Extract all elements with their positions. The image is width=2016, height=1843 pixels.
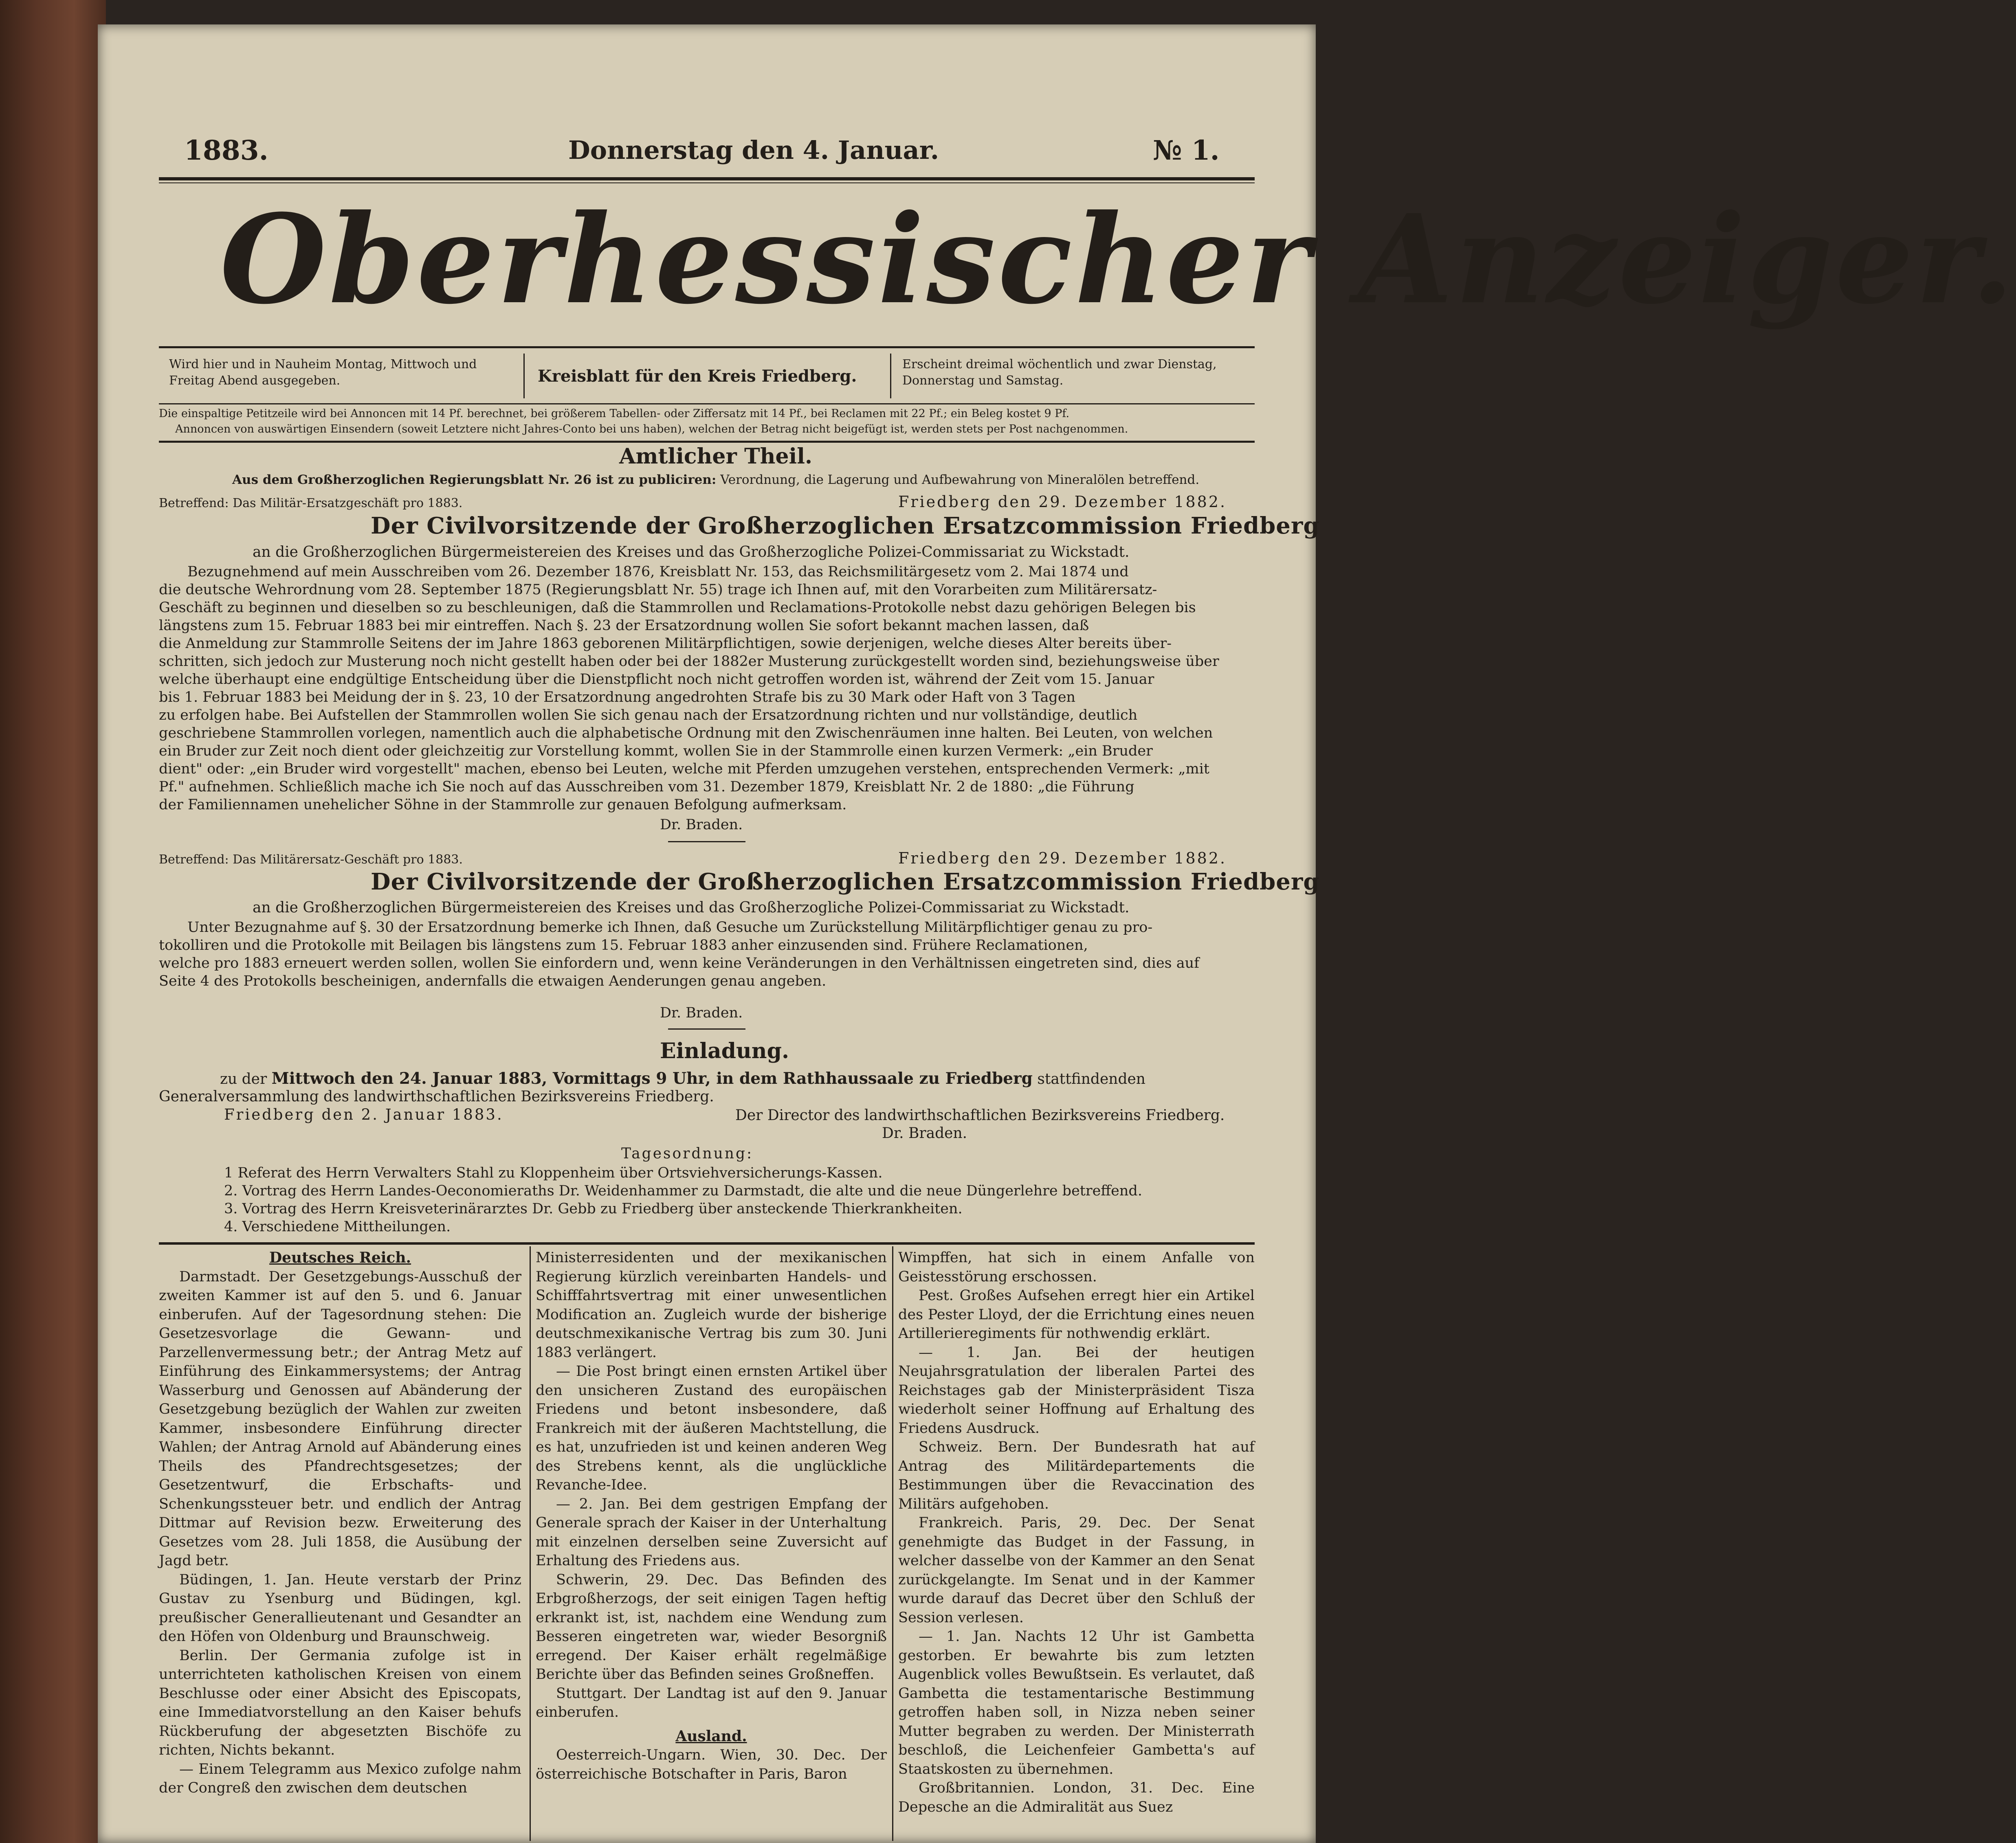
col3-article: Schweiz. Bern. Der Bundesrath hat auf Antrag des Militärdepartements die Bestimmungen über die Revaccination des Militärs aufgehoben. bbox=[898, 1439, 1255, 1512]
col1-article: Berlin. Der Germania zufolge ist in unterrichteten katholischen Kreisen von einem Beschlusse oder einer Absicht des Episcopats, eine Immediatvorstellung an den Kaiser behufs Rückberufung der abgesetzten Bischöfe zu richten, Nichts bekannt. bbox=[159, 1647, 521, 1758]
agenda-item: 4. Verschiedene Mittheilungen. bbox=[224, 1219, 451, 1235]
notice1-line: Pf." aufnehmen. Schließlich mache ich Sie noch auf das Ausschreiben vom 31. Dezember 1879, Kreisblatt Nr. 2 de 1880: „die Führung bbox=[159, 779, 1134, 795]
invitation-dateline: Friedberg den 2. Januar 1883. bbox=[224, 1106, 503, 1123]
invitation-pre: zu der bbox=[220, 1071, 267, 1087]
notice2-body bbox=[159, 918, 1255, 990]
notice1-line: die deutsche Wehrordnung vom 28. September 1875 (Regierungsblatt Nr. 55) trage ich Ihnen auf, mit den Vorarbeiten zum Militärersatz- bbox=[159, 582, 1157, 598]
agenda-item: 3. Vortrag des Herrn Kreisveterinärarztes Dr. Gebb zu Friedberg über ansteckende Thierkrankheiten. bbox=[224, 1201, 963, 1217]
price-line-2: Annoncen von auswärtigen Einsendern (soweit Letztere nicht Jahres-Conto bei uns haben), welchen der Betrag nicht beigefügt ist, werden stets per Post nachgenommen. bbox=[175, 423, 1128, 435]
notice1-line: welche überhaupt eine endgültige Entscheidung über die Dienstpflicht noch nicht getroffen worden ist, während der Zeit vom 15. Januar bbox=[159, 671, 1154, 688]
col3-article: — 1. Jan. Nachts 12 Uhr ist Gambetta gestorben. Er bewahrte bis zum letzten Augenblick volles Bewußtsein. Es verlautet, daß Gambetta die testamentarische Bestimmung getroffen haben soll, in Nizza neben seiner Mutter begraben zu werden. Der Ministerrath beschloß, die Leichenfeier Gambetta's auf Staatskosten zu übernehmen. bbox=[898, 1628, 1255, 1777]
invitation-line-2: Generalversammlung des landwirthschaftlichen Bezirksvereins Friedberg. bbox=[159, 1088, 714, 1105]
col3-article: — 1. Jan. Bei der heutigen Neujahrsgratulation der liberalen Partei des Reichstages gab der Ministerpräsident Tisza wiederholt seiner Hoffnung auf Erhaltung des Friedens Ausdruck. bbox=[898, 1344, 1255, 1437]
notice1-line: schritten, sich jedoch zur Musterung noch nicht gestellt haben oder bei der 1882er Musterung zurückgestellt worden sind, beziehungsweise über bbox=[159, 653, 1219, 670]
col2-article: Schwerin, 29. Dec. Das Befinden des Erbgroßherzogs, der seit einigen Tagen heftig erkrankt ist, ist, nachdem eine Wendung zum Besseren eingetreten war, wieder Besorgniß erregend. Der Kaiser erhält regelmäßige Berichte über das Befinden seines Großneffen. bbox=[536, 1571, 887, 1683]
masthead-title: Oberhessischer Anzeiger. bbox=[220, 187, 2016, 331]
official-subline-bold: Aus dem Großherzoglichen Regierungsblatt Nr. 26 ist zu publiciren: bbox=[232, 472, 717, 487]
official-subline-rest: Verordnung, die Lagerung und Aufbewahrung von Mineralölen betreffend. bbox=[720, 472, 1200, 487]
issue-year: 1883. bbox=[184, 134, 268, 166]
notice2-line: tokolliren und die Protokolle mit Beilagen bis längstens zum 15. Februar 1883 anher einzusenden sind. Frühere Reclamationen, bbox=[159, 937, 1088, 953]
notice1-body bbox=[159, 563, 1255, 814]
col3-article: Frankreich. Paris, 29. Dec. Der Senat genehmigte das Budget in der Fassung, in welcher dasselbe von der Kammer an den Senat zurückgelangte. Im Senat und in der Kammer wurde darauf das Decret über den Schluß der Session verlesen. bbox=[898, 1515, 1255, 1626]
newspaper-page bbox=[98, 24, 2016, 1843]
book-binding bbox=[0, 0, 106, 1843]
column-2 bbox=[536, 1248, 887, 1784]
notice2-address: an die Großherzoglichen Bürgermeistereien des Kreises und das Großherzogliche Polizei-Commissariat zu Wickstadt. bbox=[253, 899, 1130, 916]
notice1-heading: Der Civilvorsitzende der Großherzoglichen Ersatzcommission Friedberg bbox=[371, 512, 1320, 539]
agenda-item: 2. Vortrag des Herrn Landes-Oeconomieraths Dr. Weidenhammer zu Darmstadt, die alte und die neue Düngerlehre betreffend. bbox=[224, 1183, 1142, 1199]
info-divider-left bbox=[523, 354, 525, 398]
notice1-end-rule bbox=[668, 841, 745, 842]
invitation-meeting-time: Mittwoch den 24. Januar 1883, Vormittags 9 Uhr, in dem Rathhaussaale zu Friedberg bbox=[271, 1069, 1033, 1088]
notice2-end-rule bbox=[668, 1028, 745, 1030]
invitation-signature: Dr. Braden. bbox=[882, 1125, 967, 1142]
notice1-betreff: Betreffend: Das Militär-Ersatzgeschäft pro 1883. bbox=[159, 496, 463, 510]
notice1-line: die Anmeldung zur Stammrolle Seitens der im Jahre 1863 geborenen Militärpflichtigen, sowie derjenigen, welche dieses Alter bereits über- bbox=[159, 635, 1172, 652]
official-heading: Amtlicher Theil. bbox=[619, 444, 813, 469]
notice1-line: ein Bruder zur Zeit noch dient oder gleichzeitig zur Vorstellung kommt, wollen Sie in der Stammrolle einen kurzen Vermerk: „ein Bruder bbox=[159, 743, 1153, 759]
columns-top-rule bbox=[159, 1242, 1255, 1245]
col2-article: Oesterreich-Ungarn. Wien, 30. Dec. Der österreichische Botschafter in Paris, Baron bbox=[536, 1747, 887, 1782]
col2-article: — 2. Jan. Bei dem gestrigen Empfang der Generale sprach der Kaiser in der Unterhaltung mit einzelnen derselben seine Zuversicht auf Erhaltung des Friedens aus. bbox=[536, 1496, 887, 1569]
header-rule-thin bbox=[159, 182, 1255, 183]
notice1-line: längstens zum 15. Februar 1883 bei mir eintreffen. Nach §. 23 der Ersatzordnung wollen Sie sofort bekannt machen lassen, daß bbox=[159, 617, 1089, 634]
col1-heading: Deutsches Reich. bbox=[269, 1249, 411, 1266]
notice2-line: welche pro 1883 erneuert werden sollen, wollen Sie einfordern und, wenn keine Veränderungen in den Verhältnissen eingetreten sind, dies auf bbox=[159, 955, 1200, 971]
header-rule bbox=[159, 177, 1255, 180]
issue-number: № 1. bbox=[1153, 134, 1220, 166]
col2-heading-ausland: Ausland. bbox=[675, 1727, 747, 1745]
issue-date: Donnerstag den 4. Januar. bbox=[568, 135, 939, 165]
notice1-line: bis 1. Februar 1883 bei Meidung der in §. 23, 10 der Ersatzordnung angedrohten Strafe bis zu 30 Mark oder Haft von 3 Tagen bbox=[159, 689, 1076, 705]
notice1-dateline: Friedberg den 29. Dezember 1882. bbox=[898, 493, 1227, 511]
official-subline bbox=[232, 472, 1199, 487]
notice2-dateline: Friedberg den 29. Dezember 1882. bbox=[898, 849, 1227, 867]
col2-article: Ministerresidenten und der mexikanischen Regierung kürzlich vereinbarten Handels- und Schifffahrtsvertrag mit einer unwesentlichen Modification an. Zugleich wurde der bisherige deutschmexikanische Vertrag bis zum 30. Juni 1883 verlängert. bbox=[536, 1250, 887, 1361]
notice1-line: Bezugnehmend auf mein Ausschreiben vom 26. Dezember 1876, Kreisblatt Nr. 153, das Reichsmilitärgesetz vom 2. Mai 1874 und bbox=[187, 564, 1129, 580]
info-rule-bottom bbox=[159, 403, 1255, 404]
invitation-director: Der Director des landwirthschaftlichen Bezirksvereins Friedberg. bbox=[735, 1107, 1225, 1124]
col1-article: — Einem Telegramm aus Mexico zufolge nahm der Congreß den zwischen dem deutschen bbox=[159, 1761, 521, 1796]
column-1 bbox=[159, 1248, 521, 1798]
info-rule-top bbox=[159, 346, 1255, 348]
price-line-1: Die einspaltige Petitzeile wird bei Annoncen mit 14 Pf. berechnet, bei größerem Tabellen- oder Ziffersatz mit 14 Pf., bei Reclamen mit 22 Pf.; ein Beleg kostet 9 Pf. bbox=[159, 407, 1070, 420]
invitation-post: stattfindenden bbox=[1037, 1071, 1145, 1087]
col1-article: Büdingen, 1. Jan. Heute verstarb der Prinz Gustav zu Ysenburg und Büdingen, kgl. preußischer Generallieutenant und Gesandter an den Höfen von Oldenburg und Braunschweig. bbox=[159, 1571, 521, 1645]
invitation-heading: Einladung. bbox=[660, 1039, 789, 1063]
price-rule bbox=[159, 441, 1255, 443]
column-3 bbox=[898, 1248, 1255, 1817]
notice1-line: geschriebene Stammrollen vorlegen, namentlich auch die alphabetische Ordnung mit den Zwischenräumen inne halten. Bei Leuten, von welchen bbox=[159, 725, 1213, 741]
col2-article: — Die Post bringt einen ernsten Artikel über den unsicheren Zustand des europäischen Friedens und betont insbesondere, daß Frankreich mit der äußeren Machtstellung, die es hat, unzufrieden ist und keinen anderen Weg des Strebens kennt, als die unglückliche Revanche-Idee. bbox=[536, 1363, 887, 1493]
col3-article: Großbritannien. London, 31. Dec. Eine Depesche an die Admiralität aus Suez bbox=[898, 1780, 1255, 1815]
notice2-signature: Dr. Braden. bbox=[660, 1005, 743, 1021]
col3-article: Wimpffen, hat sich in einem Anfalle von Geistesstörung erschossen. bbox=[898, 1250, 1255, 1285]
col3-article: Pest. Großes Aufsehen erregt hier ein Artikel des Pester Lloyd, der die Errichtung eines neuen Artillerieregiments für nothwendig erklärt. bbox=[898, 1287, 1255, 1342]
agenda-item: 1 Referat des Herrn Verwalters Stahl zu Kloppenheim über Ortsviehversicherungs-Kassen. bbox=[224, 1165, 883, 1181]
column-divider-2 bbox=[892, 1246, 893, 1841]
info-divider-right bbox=[890, 354, 891, 398]
notice1-address: an die Großherzoglichen Bürgermeistereien des Kreises und das Großherzogliche Polizei-Commissariat zu Wickstadt. bbox=[253, 544, 1130, 560]
invitation-line-1 bbox=[220, 1069, 1145, 1088]
notice2-line: Unter Bezugnahme auf §. 30 der Ersatzordnung bemerke ich Ihnen, daß Gesuche um Zurückstellung Militärpflichtiger genau zu pro- bbox=[187, 919, 1153, 936]
col1-article: Darmstadt. Der Gesetzgebungs-Ausschuß der zweiten Kammer ist auf den 5. und 6. Januar einberufen. Auf der Tagesordnung stehen: Die Gesetzesvorlage die Gewann- und Parzellenvermessung betr.; der Antrag Metz auf Einführung des Einkammersystems; der Antrag Wasserburg und Genossen auf Abänderung der Gesetzgebung bezüglich der Wahlen zur zweiten Kammer, insbesondere Einführung directer Wahlen; der Antrag Arnold auf Abänderung eines Theils des Pfandrechtsgesetzes; der Gesetzentwurf, die Erbschafts- und Schenkungssteuer betr. und endlich der Antrag Dittmar auf Revision bezw. Erweiterung des Gesetzes vom 28. Juli 1858, die Ausübung der Jagd betr. bbox=[159, 1268, 521, 1569]
notice1-line: Geschäft zu beginnen und dieselben so zu beschleunigen, daß die Stammrollen und Reclamations-Protokolle nebst dazu gehörigen Belegen bis bbox=[159, 600, 1196, 616]
agenda-list bbox=[224, 1164, 1142, 1236]
notice2-betreff: Betreffend: Das Militärersatz-Geschäft pro 1883. bbox=[159, 852, 463, 867]
kreisblatt-label: Kreisblatt für den Kreis Friedberg. bbox=[538, 367, 857, 386]
notice2-line: Seite 4 des Protokolls bescheinigen, andernfalls die etwaigen Aenderungen genau angeben. bbox=[159, 973, 827, 989]
agenda-heading: Tagesordnung: bbox=[621, 1145, 754, 1162]
column-divider-1 bbox=[530, 1246, 531, 1841]
notice1-signature: Dr. Braden. bbox=[660, 817, 743, 833]
notice2-heading: Der Civilvorsitzende der Großherzoglichen Ersatzcommission Friedberg bbox=[371, 868, 1320, 895]
publication-days: Wird hier und in Nauheim Montag, Mittwoch und Freitag Abend ausgegeben. bbox=[169, 357, 477, 388]
appearance-days: Erscheint dreimal wöchentlich und zwar Dienstag, Donnerstag und Samstag. bbox=[902, 357, 1217, 388]
notice1-line: dient" oder: „ein Bruder wird vorgestellt" machen, ebenso bei Leuten, welche mit Pferden umzugehen verstehen, entsprechenden Vermerk: „mit bbox=[159, 761, 1209, 777]
notice1-line: zu erfolgen habe. Bei Aufstellen der Stammrollen wollen Sie sich genau nach der Ersatzordnung richten und nur vollständige, deutlich bbox=[159, 707, 1138, 723]
col2-article: Stuttgart. Der Landtag ist auf den 9. Januar einberufen. bbox=[536, 1685, 887, 1720]
notice1-line: der Familiennamen unehelicher Söhne in der Stammrolle zur genauen Befolgung aufmerksam. bbox=[159, 797, 847, 813]
